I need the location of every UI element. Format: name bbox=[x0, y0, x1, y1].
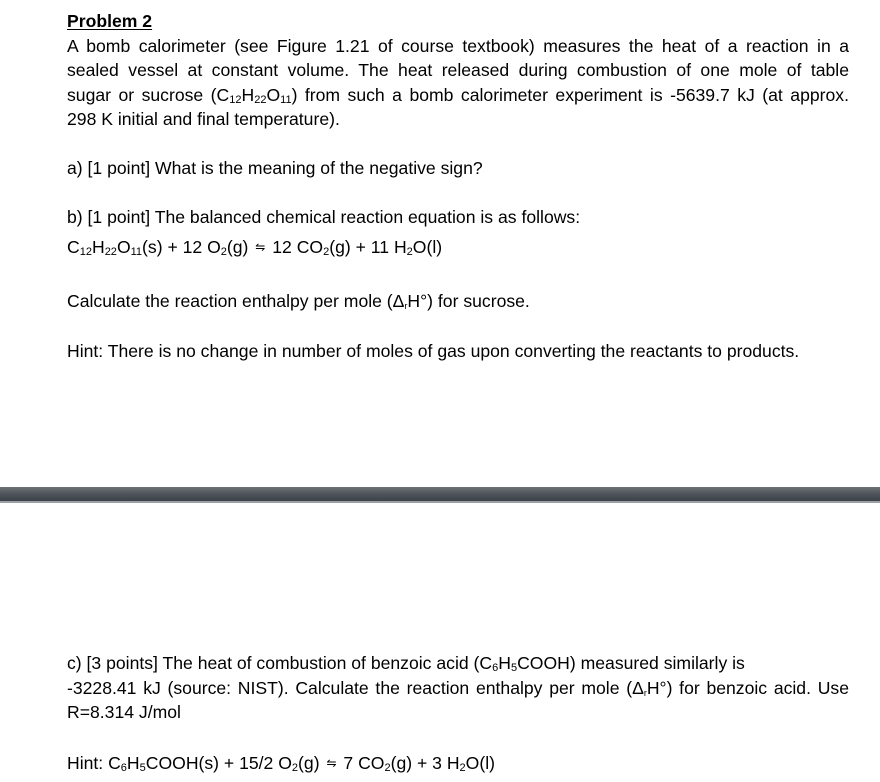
intro-line-2: sealed vessel at constant volume. The heat released during combustion of one mole of table bbox=[67, 60, 849, 80]
page-separator bbox=[0, 478, 880, 503]
equilibrium-arrow-icon: ⇋ bbox=[255, 240, 266, 254]
problem-title: Problem 2 bbox=[67, 11, 153, 31]
intro-line-4: 298 K initial and final temperature). bbox=[67, 109, 340, 129]
benzoic-acid-hint-equation: Hint: $C_6H_5COOH(s) + 15/2$ $O_2(g)$ ⇋ 7 $CO_2(g) + 3$ $H_2O(l)$ bbox=[67, 753, 495, 774]
part-b-hint: Hint: There is no change in number of moles of gas upon converting the reactants to products. bbox=[67, 341, 800, 361]
part-c-line-1: c) [3 points] The heat of combustion of benzoic acid $(C_6H_5COOH)$ measured similarly is bbox=[67, 653, 745, 674]
document-page-bottom bbox=[0, 503, 880, 782]
part-b-question: b) [1 point] The balanced chemical reaction equation is as follows: bbox=[67, 207, 581, 227]
intro-line-3: sugar or sucrose $(C_{12}H_{22}O_{11})$ from such a bomb calorimeter experiment is -5639.7 kJ (at approx. bbox=[67, 85, 849, 106]
part-a-question: a) [1 point] What is the meaning of the negative sign? bbox=[67, 158, 483, 178]
sucrose-combustion-equation: $C_{12}H_{22}O_{11}(s) + 12$ $O_2(g)$ ⇋ 12 $CO_2(g) + 11$ $H_2O(l)$ bbox=[67, 237, 443, 258]
part-c-line-2: -3228.41 kJ (source: NIST). Calculate the reaction enthalpy per mole $(\Delta_rH^\circ)$ for benzoic acid. Use bbox=[67, 678, 849, 698]
part-b-calculate: Calculate the reaction enthalpy per mole $(\Delta_rH^\circ)$ for sucrose. bbox=[67, 291, 530, 311]
intro-line-1: A bomb calorimeter (see Figure 1.21 of course textbook) measures the heat of a reaction in a bbox=[67, 36, 849, 56]
equilibrium-arrow-icon: ⇋ bbox=[326, 756, 337, 770]
part-c-line-3: R=8.314 J/mol bbox=[67, 702, 181, 722]
